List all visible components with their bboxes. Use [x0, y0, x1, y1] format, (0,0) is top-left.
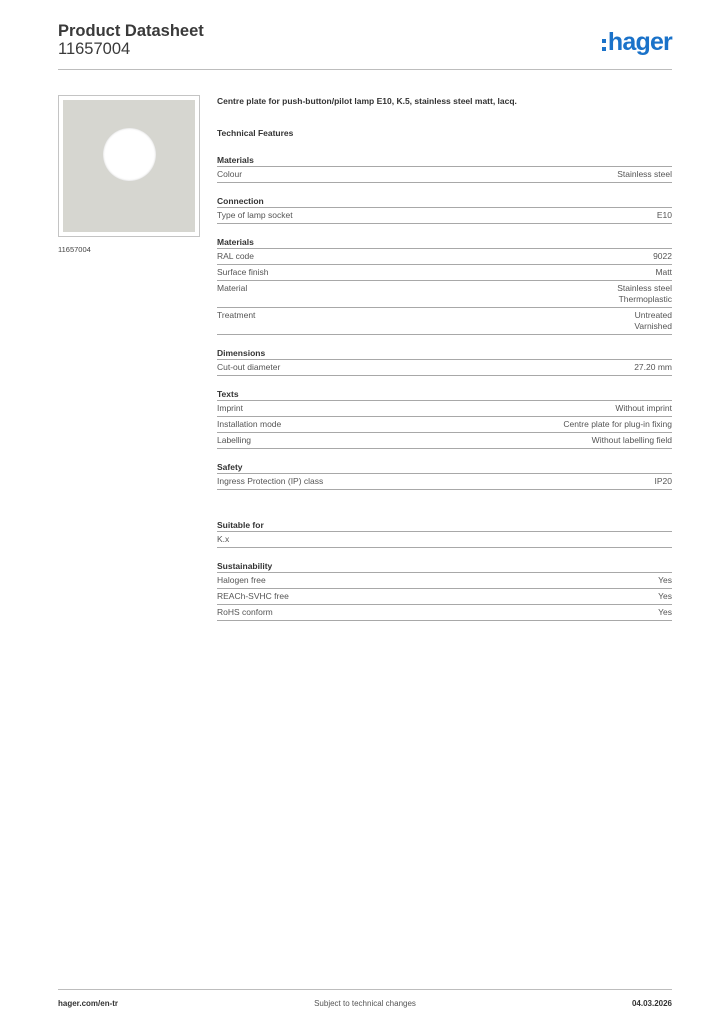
feature-row — [217, 281, 672, 308]
feature-row — [217, 433, 672, 449]
feature-value-line: Thermoplastic — [618, 294, 672, 304]
section-title: Dimensions — [217, 348, 672, 360]
section-title: Sustainability — [217, 561, 672, 573]
product-image-caption: 11657004 — [58, 245, 91, 254]
page-header — [58, 20, 672, 70]
feature-row — [217, 208, 672, 224]
feature-value-line: E10 — [656, 210, 672, 220]
hager-logo — [602, 27, 672, 57]
feature-section — [217, 520, 672, 548]
feature-value-line: Without labelling field — [591, 435, 672, 445]
section-title: Texts — [217, 389, 672, 401]
plate-hole — [103, 128, 156, 181]
feature-value — [658, 591, 672, 602]
section-title: Suitable for — [217, 520, 672, 532]
feature-row — [217, 589, 672, 605]
feature-sections — [217, 155, 672, 621]
feature-label: Installation mode — [217, 419, 282, 429]
feature-row — [217, 249, 672, 265]
feature-value — [634, 362, 672, 373]
feature-section — [217, 389, 672, 449]
feature-value-line: IP20 — [654, 476, 672, 486]
feature-value — [617, 169, 672, 180]
feature-section — [217, 561, 672, 621]
feature-row — [217, 573, 672, 589]
feature-row — [217, 417, 672, 433]
logo-text: hager — [607, 27, 672, 56]
feature-value — [563, 419, 672, 430]
feature-row — [217, 474, 672, 490]
feature-section — [217, 462, 672, 490]
technical-features-title: Technical Features — [217, 128, 294, 138]
feature-label: K.x — [217, 534, 230, 544]
feature-label: Imprint — [217, 403, 243, 413]
feature-value-line: Untreated — [634, 310, 672, 320]
feature-value-line: Stainless steel — [617, 169, 672, 179]
feature-label: Cut-out diameter — [217, 362, 281, 372]
feature-value — [655, 267, 672, 278]
feature-label: Ingress Protection (IP) class — [217, 476, 324, 486]
feature-value-line: Matt — [655, 267, 672, 277]
feature-value-line: Yes — [658, 607, 672, 617]
feature-label: Treatment — [217, 310, 256, 320]
footer-notice: Subject to technical changes — [314, 999, 416, 1008]
feature-section — [217, 196, 672, 224]
feature-row — [217, 401, 672, 417]
feature-value — [658, 607, 672, 618]
feature-label: RAL code — [217, 251, 255, 261]
feature-label: Material — [217, 283, 248, 293]
feature-label: RoHS conform — [217, 607, 273, 617]
feature-section — [217, 348, 672, 376]
feature-value-line: Yes — [658, 591, 672, 601]
feature-value-line: Centre plate for plug-in fixing — [563, 419, 672, 429]
footer-date: 04.03.2026 — [631, 999, 672, 1008]
feature-value-line: 27.20 mm — [634, 362, 672, 372]
feature-row — [217, 605, 672, 621]
product-image-frame — [58, 95, 200, 237]
product-image — [63, 100, 195, 232]
feature-row — [217, 360, 672, 376]
feature-value-line: Without imprint — [615, 403, 672, 413]
feature-label: REACh-SVHC free — [217, 591, 289, 601]
product-description: Centre plate for push-button/pilot lamp E10, K.5, stainless steel matt, lacq. — [217, 96, 517, 106]
feature-label: Colour — [217, 169, 243, 179]
document-number: 11657004 — [58, 40, 131, 58]
feature-value — [658, 575, 672, 586]
feature-label: Type of lamp socket — [217, 210, 293, 220]
feature-label: Surface finish — [217, 267, 269, 277]
feature-label: Labelling — [217, 435, 252, 445]
feature-value — [653, 251, 672, 262]
feature-value — [657, 210, 672, 221]
page-footer — [58, 989, 672, 1013]
feature-row — [217, 265, 672, 281]
feature-section — [217, 155, 672, 183]
document-title: Product Datasheet — [58, 22, 204, 40]
section-title: Safety — [217, 462, 672, 474]
section-title: Materials — [217, 155, 672, 167]
footer-website: hager.com/en-tr — [58, 999, 119, 1008]
feature-value — [655, 476, 673, 487]
feature-row — [217, 532, 672, 548]
feature-label: Halogen free — [217, 575, 266, 585]
section-title: Connection — [217, 196, 672, 208]
datasheet-content — [217, 96, 672, 634]
feature-value-line: Yes — [658, 575, 672, 585]
feature-value — [617, 283, 672, 305]
logo-dots-icon — [602, 39, 606, 51]
feature-value-line: 9022 — [653, 251, 672, 261]
feature-value — [634, 310, 672, 332]
section-title: Materials — [217, 237, 672, 249]
feature-value-line: Varnished — [634, 321, 672, 331]
feature-row — [217, 308, 672, 335]
feature-value — [615, 403, 672, 414]
feature-section — [217, 237, 672, 335]
feature-value — [592, 435, 672, 446]
feature-row — [217, 167, 672, 183]
feature-value-line: Stainless steel — [617, 283, 672, 293]
